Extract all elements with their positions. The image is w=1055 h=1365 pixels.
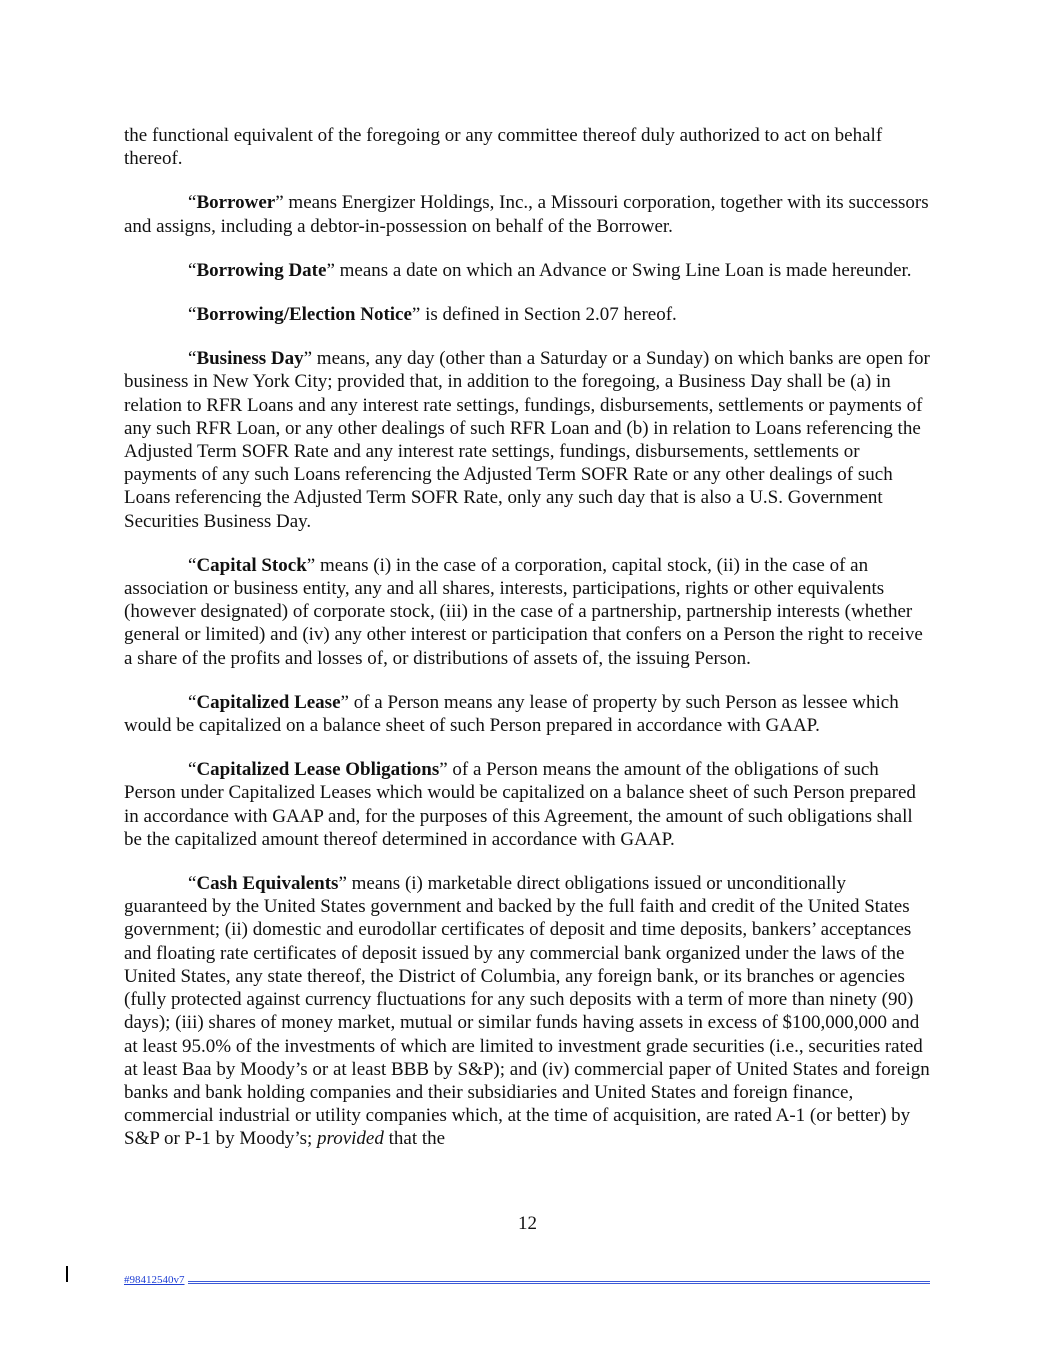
defined-term: Capital Stock: [196, 554, 307, 576]
definition-business-day: [124, 347, 930, 533]
definition-cash-equivalents: [124, 872, 930, 1150]
definition-borrowing-date: [124, 259, 930, 282]
open-quote: “: [188, 691, 197, 713]
definition-text: ” means a date on which an Advance or Swing Line Loan is made hereunder.: [326, 259, 912, 281]
definition-text: ” of a Person means the amount of the obligations of such Person under Capitalized Leases which would be capitalized on a balance sheet of such Person prepared in accordance with GAAP and, for the purposes of this Agreement, the amount of such obligations shall be the capitalized amount thereof determined in accordance with GAAP.: [124, 759, 916, 850]
definition-text: ” means (i) in the case of a corporation, capital stock, (ii) in the case of an association or business entity, any and all shares, interests, participations, rights or other equivalents (however designated) of corporate stock, (iii) in the case of a partnership, partnership interests (whether general or limited) and (iv) any other interest or participation that confers on a Person the right to receive a share of the profits and losses of, or distributions of assets of, the issuing Person.: [124, 554, 923, 669]
revision-bar: [66, 1266, 68, 1282]
open-quote: “: [188, 554, 197, 576]
definition-text-tail: that the: [383, 1128, 446, 1150]
definition-text: ” means, any day (other than a Saturday or a Sunday) on which banks are open for business in New York City; provided that, in addition to the foregoing, a Business Day shall be (a) in relation to RFR Loans and any interest rate settings, fundings, disbursements, settlements or payments of any such RFR Loan, or any other dealings of such RFR Loan and (b) in relation to Loans referencing the Adjusted Term SOFR Rate and any interest rate settings, fundings, disbursements, settlements or payments of any such Loans referencing the Adjusted Term SOFR Rate or any other dealings of such Loans referencing the Adjusted Term SOFR Rate, only any such day that is also a U.S. Government Securities Business Day.: [124, 348, 930, 532]
definition-borrowing-election-notice: [124, 303, 930, 326]
open-quote: “: [188, 192, 197, 214]
open-quote: “: [188, 759, 197, 781]
defined-term: Business Day: [196, 348, 304, 370]
open-quote: “: [188, 304, 197, 326]
definition-text: ” means (i) marketable direct obligations issued or unconditionally guaranteed by the United States government and backed by the full faith and credit of the United States government; (ii) domestic and eurodollar certificates of deposit and time deposits, bankers’ acceptances and floating rate certificates of deposit issued by any commercial bank organized under the laws of the United States, any state thereof, the District of Columbia, any foreign bank, or its branches or agencies (fully protected against currency fluctuations for any such deposits with a term of more than ninety (90) days); (iii) shares of money market, mutual or similar funds having assets in excess of $100,000,000 and at least 95.0% of the investments of which are limited to investment grade securities (i.e., securities rated at least Baa by Moody’s or at least BBB by S&P); and (iv) commercial paper of United States and foreign banks and bank holding companies and their subsidiaries and United States and foreign finance, commercial industrial or utility companies which, at the time of acquisition, are rated A-1 (or better) by S&P or P-1 by Moody’s;: [124, 873, 930, 1150]
document-id-link[interactable]: #98412540v7: [124, 1274, 185, 1286]
footer-rule: [188, 1281, 930, 1284]
document-footer: [66, 1266, 930, 1286]
definition-capitalized-lease: [124, 691, 930, 737]
defined-term: Capitalized Lease: [196, 691, 341, 713]
definition-borrower: [124, 191, 930, 237]
open-quote: “: [188, 348, 197, 370]
defined-term: Borrowing Date: [196, 259, 327, 281]
italic-proviso: provided: [317, 1128, 384, 1150]
continued-paragraph: the functional equivalent of the foregoing or any committee thereof duly authorized to act on behalf thereof.: [124, 125, 883, 170]
defined-term: Cash Equivalents: [196, 873, 339, 895]
page-number: 12: [518, 1213, 537, 1234]
defined-term: Borrower: [196, 192, 276, 214]
definition-text: ” means Energizer Holdings, Inc., a Missouri corporation, together with its successors and assigns, including a debtor-in-possession on behalf of the Borrower.: [124, 192, 929, 237]
definition-capital-stock: [124, 554, 930, 670]
open-quote: “: [188, 873, 197, 895]
definition-text: ” is defined in Section 2.07 hereof.: [411, 304, 677, 326]
open-quote: “: [188, 259, 197, 281]
definition-text: ” of a Person means any lease of property by such Person as lessee which would be capitalized on a balance sheet of such Person prepared in accordance with GAAP.: [124, 691, 899, 737]
defined-term: Borrowing/Election Notice: [196, 304, 412, 326]
document-body: [124, 124, 930, 1172]
defined-term: Capitalized Lease Obligations: [196, 759, 440, 781]
definition-capitalized-lease-obligations: [124, 758, 930, 851]
